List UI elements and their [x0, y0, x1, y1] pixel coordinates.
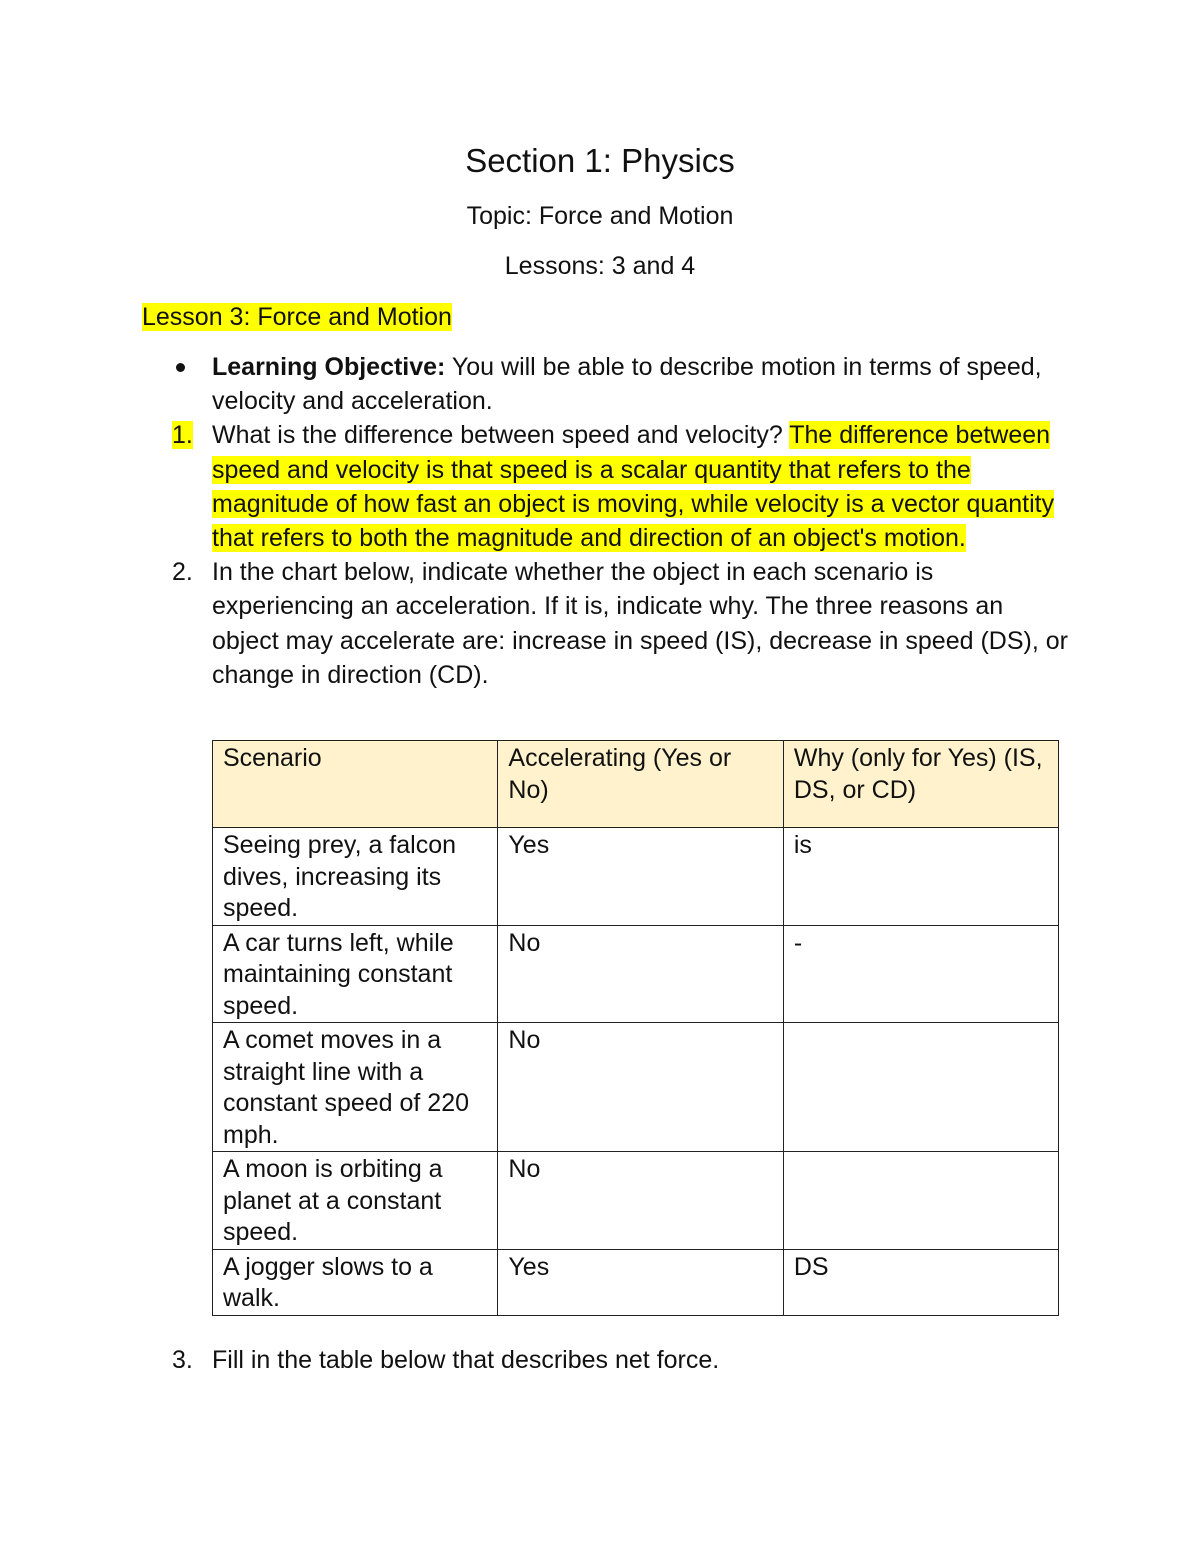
- cell-why: is: [783, 828, 1058, 926]
- cell-accelerating: No: [498, 1023, 783, 1152]
- question-3-number: 3.: [172, 1346, 193, 1374]
- header-accelerating: Accelerating (Yes or No): [498, 741, 783, 828]
- question-list: [172, 350, 1072, 692]
- lesson-3-heading-text: Lesson 3: Force and Motion: [142, 303, 452, 331]
- cell-scenario: A comet moves in a straight line with a constant speed of 220 mph.: [213, 1023, 498, 1152]
- question-1-answer: The difference between speed and velocity is that speed is a scalar quantity that refers to the magnitude of how fast an object is moving, while velocity is a vector quantity that refers to both the magnitude and direction of an object's motion.: [212, 421, 1055, 553]
- question-2: [172, 555, 1072, 692]
- cell-scenario: A moon is orbiting a planet at a constant speed.: [213, 1152, 498, 1250]
- page-title: Section 1: Physics: [465, 142, 735, 179]
- cell-accelerating: No: [498, 925, 783, 1023]
- table-row: [213, 1023, 1059, 1152]
- cell-accelerating: Yes: [498, 828, 783, 926]
- cell-why: [783, 1023, 1058, 1152]
- bullet-icon: [176, 363, 185, 372]
- table-row: [213, 1152, 1059, 1250]
- cell-accelerating: Yes: [498, 1249, 783, 1315]
- cell-scenario: Seeing prey, a falcon dives, increasing its speed.: [213, 828, 498, 926]
- cell-why: DS: [783, 1249, 1058, 1315]
- question-list-continued: [172, 1343, 1072, 1377]
- acceleration-table: [212, 740, 1059, 1316]
- question-1: [172, 418, 1072, 555]
- cell-why: [783, 1152, 1058, 1250]
- lesson-3-heading: [142, 300, 452, 334]
- objective-item: [172, 350, 1072, 418]
- table-row: [213, 1249, 1059, 1315]
- cell-scenario: A jogger slows to a walk.: [213, 1249, 498, 1315]
- objective-label: Learning Objective:: [212, 353, 446, 381]
- question-2-number: 2.: [172, 558, 193, 587]
- question-2-text: In the chart below, indicate whether the object in each scenario is experiencing an acceleration. If it is, indicate why. The three reasons an object may accelerate are: increase in speed (IS), decrease in speed (DS), or change in direction (CD).: [212, 558, 1068, 689]
- cell-scenario: A car turns left, while maintaining constant speed.: [213, 925, 498, 1023]
- objective-text: You will be able to describe motion in terms of speed, velocity and acceleration.: [212, 353, 1042, 416]
- table-row: [213, 828, 1059, 926]
- question-1-number: 1.: [172, 421, 193, 450]
- table-row: [213, 925, 1059, 1023]
- header-scenario: Scenario: [213, 741, 498, 828]
- cell-why: -: [783, 925, 1058, 1023]
- cell-accelerating: No: [498, 1152, 783, 1250]
- lessons-line: Lessons: 3 and 4: [504, 252, 696, 280]
- table-header-row: [213, 741, 1059, 828]
- question-3-text: Fill in the table below that describes net force.: [212, 1346, 720, 1374]
- question-1-text: What is the difference between speed and velocity?: [212, 421, 790, 450]
- question-3: [172, 1343, 1072, 1377]
- topic-line: Topic: Force and Motion: [466, 202, 734, 230]
- header-why: Why (only for Yes) (IS, DS, or CD): [783, 741, 1058, 828]
